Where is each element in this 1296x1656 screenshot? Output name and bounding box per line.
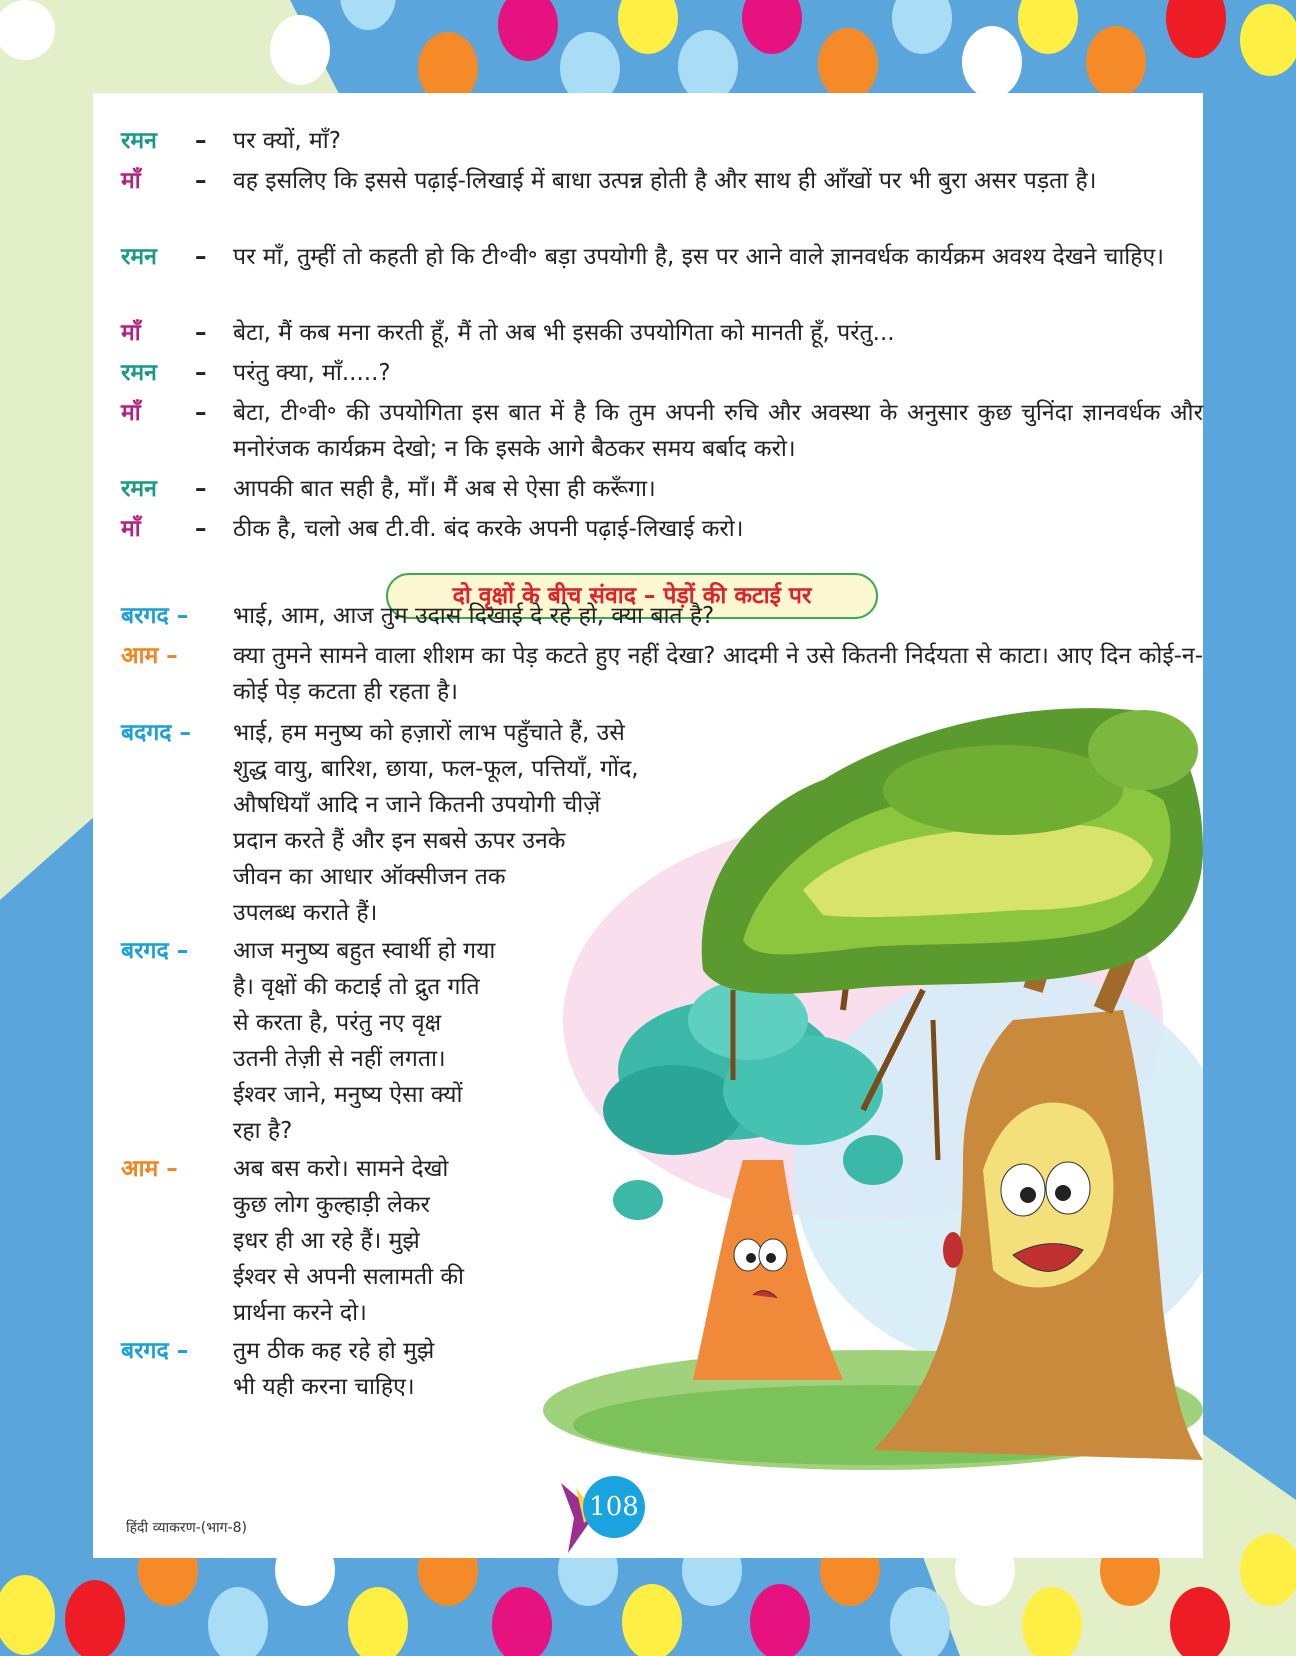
speaker-raman: रमन bbox=[121, 476, 157, 502]
section-heading: दो वृक्षों के बीच संवाद – पेड़ों की कटाई पर bbox=[386, 573, 878, 619]
dash: – bbox=[195, 320, 207, 346]
dialogue-text-line: प्रार्थना करने दो। bbox=[233, 1300, 367, 1326]
dialogue-text: आपकी बात सही है, माँ। मैं अब से ऐसा ही करूँगा। bbox=[233, 476, 656, 502]
dialogue-text-line: है। वृक्षों की कटाई तो द्रुत गति bbox=[233, 974, 480, 1000]
speaker-aam: आम – bbox=[121, 643, 178, 669]
dialogue-text: बेटा, टी॰वी॰ की उपयोगिता इस बात में है कि तुम अपनी रुचि और अवस्था के अनुसार कुछ चुनिंदा ज्ञानवर्धक और मनोरंजक कार्यक्रम देखो; न कि इसके आगे बैठकर समय बर्बाद करो। bbox=[233, 400, 1203, 462]
dialogue-text: भाई, आम, आज तुम उदास दिखाई दे रहे हो, क्या बात है? bbox=[233, 603, 715, 629]
dialogue-text-line: ईश्वर से अपनी सलामती की bbox=[233, 1264, 464, 1290]
dialogue-text-line: ईश्वर जाने, मनुष्य ऐसा क्यों bbox=[233, 1082, 463, 1108]
dash: – bbox=[195, 244, 207, 270]
dialogue-text-line: जीवन का आधार ऑक्सीजन तक bbox=[233, 864, 506, 890]
dialogue-text-line: तुम ठीक कह रहे हो मुझे bbox=[233, 1338, 435, 1364]
dash: – bbox=[195, 168, 207, 194]
speaker-maa: माँ bbox=[121, 168, 141, 194]
dialogue-text-line: से करता है, परंतु नए वृक्ष bbox=[233, 1010, 442, 1036]
speaker-raman: रमन bbox=[121, 360, 157, 386]
speaker-maa: माँ bbox=[121, 400, 141, 426]
dialogue-text-line: उतनी तेज़ी से नहीं लगता। bbox=[233, 1046, 446, 1072]
dialogue-text-line: अब बस करो। सामने देखो bbox=[233, 1156, 449, 1182]
dialogue-text-line: भी यही करना चाहिए। bbox=[233, 1374, 415, 1400]
dialogue-text-line: आज मनुष्य बहुत स्वार्थी हो गया bbox=[233, 938, 496, 964]
dialogue-text-line: प्रदान करते हैं और इन सबसे ऊपर उनके bbox=[233, 828, 566, 854]
dash: – bbox=[195, 400, 207, 426]
page-content bbox=[93, 93, 1203, 1558]
dialogue-text-line: औषधियाँ आदि न जाने कितनी उपयोगी चीज़ें bbox=[233, 792, 601, 818]
dialogue-text: क्या तुमने सामने वाला शीशम का पेड़ कटते हुए नहीं देखा? आदमी ने उसे कितनी निर्दयता से काटा। आए दिन कोई-न-कोई पेड़ कटता ही रहता है। bbox=[233, 643, 1203, 705]
speaker-bargad: बरगद – bbox=[121, 938, 189, 964]
dialogue-text: बेटा, मैं कब मना करती हूँ, मैं तो अब भी इसकी उपयोगिता को मानती हूँ, परंतु... bbox=[233, 320, 895, 346]
page-number: 108 bbox=[583, 1476, 645, 1538]
dialogue-text: ठीक है, चलो अब टी.वी. बंद करके अपनी पढ़ाई-लिखाई करो। bbox=[233, 516, 744, 542]
dialogue-text-line: रहा है? bbox=[233, 1118, 293, 1144]
dash: – bbox=[195, 128, 207, 154]
dash: – bbox=[195, 360, 207, 386]
speaker-raman: रमन bbox=[121, 128, 157, 154]
speaker-bargad: बदगद – bbox=[121, 720, 192, 746]
dialogue-text-line: शुद्ध वायु, बारिश, छाया, फल-फूल, पत्तियाँ, गोंद, bbox=[233, 756, 639, 782]
dialogue-text-line: इधर ही आ रहे हैं। मुझे bbox=[233, 1228, 420, 1254]
dash: – bbox=[195, 516, 207, 542]
dialogue-text-line: भाई, हम मनुष्य को हज़ारों लाभ पहुँचाते हैं, उसे bbox=[233, 720, 625, 746]
dialogue-text-line: उपलब्ध कराते हैं। bbox=[233, 900, 378, 926]
book-title-footer: हिंदी व्याकरण-(भाग-8) bbox=[126, 1520, 247, 1536]
speaker-maa: माँ bbox=[121, 320, 141, 346]
dialogue-text-line: कुछ लोग कुल्हाड़ी लेकर bbox=[233, 1192, 430, 1218]
speaker-bargad: बरगद – bbox=[121, 1338, 189, 1364]
speaker-raman: रमन bbox=[121, 244, 157, 270]
speaker-aam: आम – bbox=[121, 1156, 178, 1182]
dialogue-text: पर माँ, तुम्हीं तो कहती हो कि टी॰वी॰ बड़ा उपयोगी है, इस पर आने वाले ज्ञानवर्धक कार्यक्रम अवश्य देखने चाहिए। bbox=[233, 244, 1164, 270]
speaker-maa: माँ bbox=[121, 516, 141, 542]
speaker-bargad: बरगद – bbox=[121, 603, 189, 629]
dialogue-text: पर क्यों, माँ? bbox=[233, 128, 341, 154]
dash: – bbox=[195, 476, 207, 502]
dialogue-text: वह इसलिए कि इससे पढ़ाई-लिखाई में बाधा उत्पन्न होती है और साथ ही आँखों पर भी बुरा असर पड़ता है। bbox=[233, 168, 1097, 194]
dialogue-text: परंतु क्या, माँ.....? bbox=[233, 360, 391, 386]
